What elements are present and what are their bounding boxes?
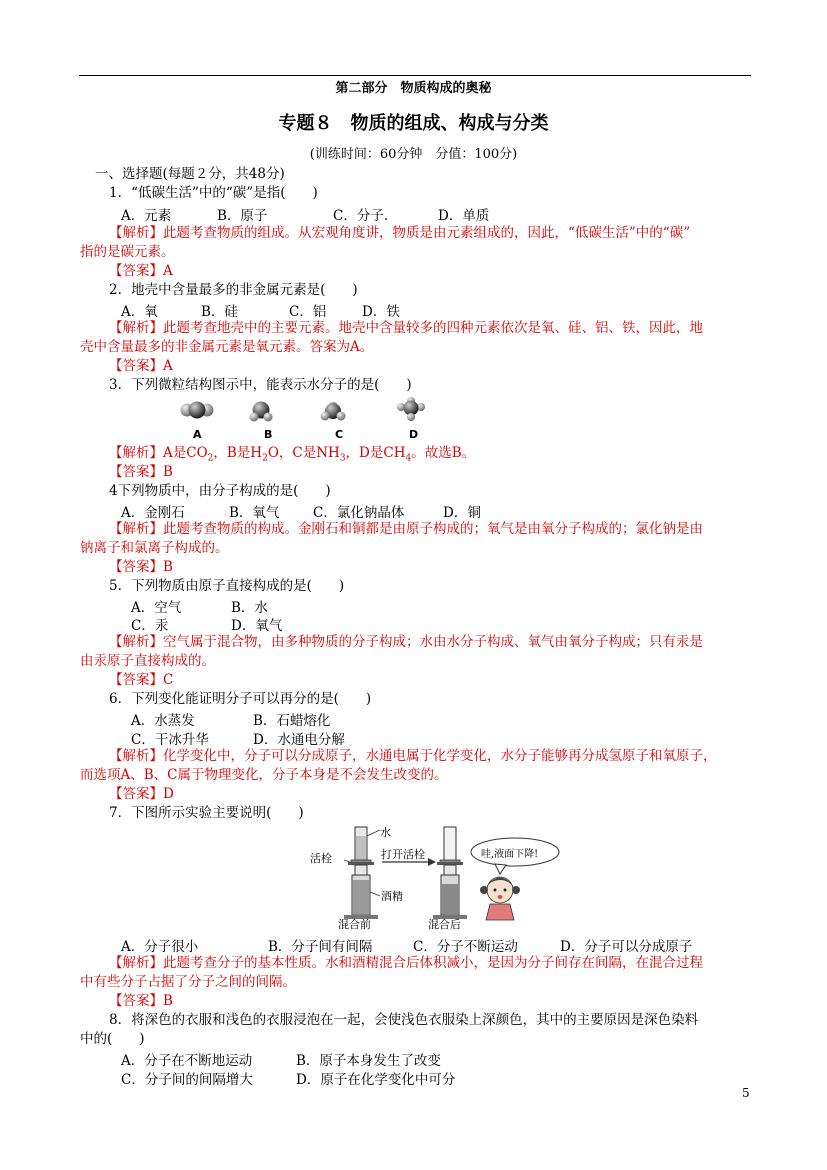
model-d-ch4 (397, 397, 425, 421)
q5-analysis-line2: 由汞原子直接构成的。 (80, 653, 215, 669)
molecule-models-figure (175, 393, 435, 443)
q6-option-c: C．干冰升华 (131, 732, 209, 748)
girl-figure (480, 877, 520, 920)
q4-option-d: D．铜 (443, 505, 481, 521)
q5-option-a: A．空气 (131, 600, 182, 616)
q5-analysis-line1: 【解析】空气属于混合物，由多种物质的分子构成；水由水分子构成、氧气由氧分子构成；只有汞是 (109, 634, 703, 650)
q7-option-b: B．分子间有间隔 (268, 939, 373, 955)
q2-option-d: D．铁 (362, 304, 400, 320)
q2-analysis-line2: 壳中含量最多的非金属元素是氧元素。答案为A。 (80, 339, 374, 355)
q5-option-d: D．氧气 (231, 618, 283, 634)
part-heading: 第二部分 物质构成的奥秘 (335, 81, 492, 96)
q1-analysis-line1: 【解析】此题考查物质的组成。从宏观角度讲，物质是由元素组成的，因此，“低碳生活”中的“碳” (109, 225, 691, 241)
q5-option-b: B．水 (231, 600, 268, 616)
apparatus-after (433, 827, 467, 919)
speech-bubble-tail (495, 864, 506, 874)
q8-option-a: A．分子在不断地运动 (121, 1053, 253, 1069)
q8-option-d: D．原子在化学变化中可分 (296, 1072, 456, 1088)
model-a-co2 (181, 402, 214, 419)
label-valve: 活栓 (310, 852, 332, 865)
q1-option-c: C．分子. (333, 208, 389, 224)
q7-option-c: C．分子不断运动 (413, 939, 518, 955)
q7-stem: 7．下图所示实验主要说明( ) (109, 805, 304, 821)
q6-stem: 6．下列变化能证明分子可以再分的是( ) (109, 691, 372, 707)
q8-option-b: B．原子本身发生了改变 (296, 1053, 441, 1069)
q7-analysis-line1: 【解析】此题考查分子的基本性质。水和酒精混合后体积减小，是因为分子间存在间隔，在混合过程 (109, 955, 703, 971)
q6-option-b: B．石蜡熔化 (253, 713, 331, 729)
apparatus-before (344, 827, 380, 919)
q4-option-c: C．氯化钠晶体 (313, 505, 405, 521)
q7-analysis-line2: 中有些分子占据了分子之间的间隔。 (80, 974, 296, 990)
q6-analysis-line1: 【解析】化学变化中，分子可以分成原子，水通电属于化学变化，水分子能够再分成氢原子和氧原子， (109, 748, 717, 764)
model-b-h2o (250, 402, 273, 422)
q3-answer: 【答案】B (109, 464, 173, 480)
q6-answer: 【答案】D (109, 786, 174, 802)
q4-analysis-line1: 【解析】此题考查物质的构成。金刚石和铜都是由原子构成的；氧气是由氧分子构成的；氯化钠是由 (109, 521, 703, 537)
q1-option-d: D．单质 (438, 208, 490, 224)
label-open-valve: 打开活栓 (381, 848, 425, 861)
q4-stem: 4下列物质中，由分子构成的是( ) (109, 483, 331, 499)
label-alcohol: 酒精 (381, 890, 403, 903)
q1-analysis-line2: 指的是碳元素。 (80, 244, 175, 260)
model-label-d: D (409, 428, 419, 441)
q4-analysis-line2: 钠离子和氯离子构成的。 (80, 540, 229, 556)
q6-option-a: A．水蒸发 (131, 713, 195, 729)
q8-option-c: C．分子间的间隔增大 (121, 1072, 253, 1088)
q2-analysis-line1: 【解析】此题考查地壳中的主要元素。地壳中含量较多的四种元素依次是氧、硅、铝、铁，因此，地 (109, 320, 703, 336)
q2-option-b: B．硅 (201, 304, 238, 320)
q1-option-a: A．元素 (121, 208, 172, 224)
q2-option-c: C．铝 (289, 304, 327, 320)
q5-answer: 【答案】C (109, 672, 174, 688)
header-rule (79, 75, 751, 76)
training-meta: (训练时间：60分钟 分值：100分) (309, 147, 518, 162)
label-after: 混合后 (428, 918, 461, 931)
q6-analysis-line2: 而选项A、B、C属于物理变化，分子本身是不会发生改变的。 (80, 767, 448, 783)
q8-stem-line1: 8．将深色的衣服和浅色的衣服浸泡在一起，会使浅色衣服染上深颜色，其中的主要原因是深色染料 (109, 1012, 699, 1028)
q5-option-c: C．汞 (131, 618, 169, 634)
q6-option-d: D．水通电分解 (253, 732, 345, 748)
q1-stem: 1．“低碳生活”中的“碳”是指( ) (109, 185, 318, 201)
model-label-a: A (193, 428, 202, 441)
label-water: 水 (380, 826, 391, 839)
q7-answer: 【答案】B (109, 993, 173, 1009)
q1-option-b: B．原子 (217, 208, 268, 224)
page-title: 专题８ 物质的组成、构成与分类 (278, 113, 549, 134)
model-c-nh3 (321, 402, 346, 421)
q4-option-a: A．金刚石 (121, 505, 185, 521)
model-label-b: B (264, 428, 273, 441)
q4-answer: 【答案】B (109, 559, 173, 575)
q8-stem-line2: 中的( ) (80, 1031, 145, 1047)
page-number: 5 (742, 1086, 750, 1100)
q2-option-a: A．氧 (121, 304, 158, 320)
q2-stem: 2．地壳中含量最多的非金属元素是( ) (109, 282, 358, 298)
section-heading: 一、选择题(每题２分，共48分) (95, 166, 285, 182)
q3-stem: 3．下列微粒结构图示中，能表示水分子的是( ) (109, 377, 412, 393)
q7-option-a: A．分子很小 (121, 939, 199, 955)
q2-answer: 【答案】A (109, 358, 173, 374)
q3-analysis: 【解析】A是$CO_2$，B是$H_2O$，C是$NH_3$，D是$CH_4$。故选B。 (109, 445, 476, 464)
model-label-c: C (335, 428, 344, 441)
speech-bubble-text: 哇,液面下降! (481, 849, 539, 860)
q5-stem: 5．下列物质由原子直接构成的是( ) (109, 578, 345, 594)
q4-option-b: B．氧气 (229, 505, 280, 521)
label-before: 混合前 (338, 918, 371, 931)
q7-option-d: D．分子可以分成原子 (560, 939, 693, 955)
arrow-head (428, 858, 436, 866)
q1-answer: 【答案】A (109, 263, 173, 279)
